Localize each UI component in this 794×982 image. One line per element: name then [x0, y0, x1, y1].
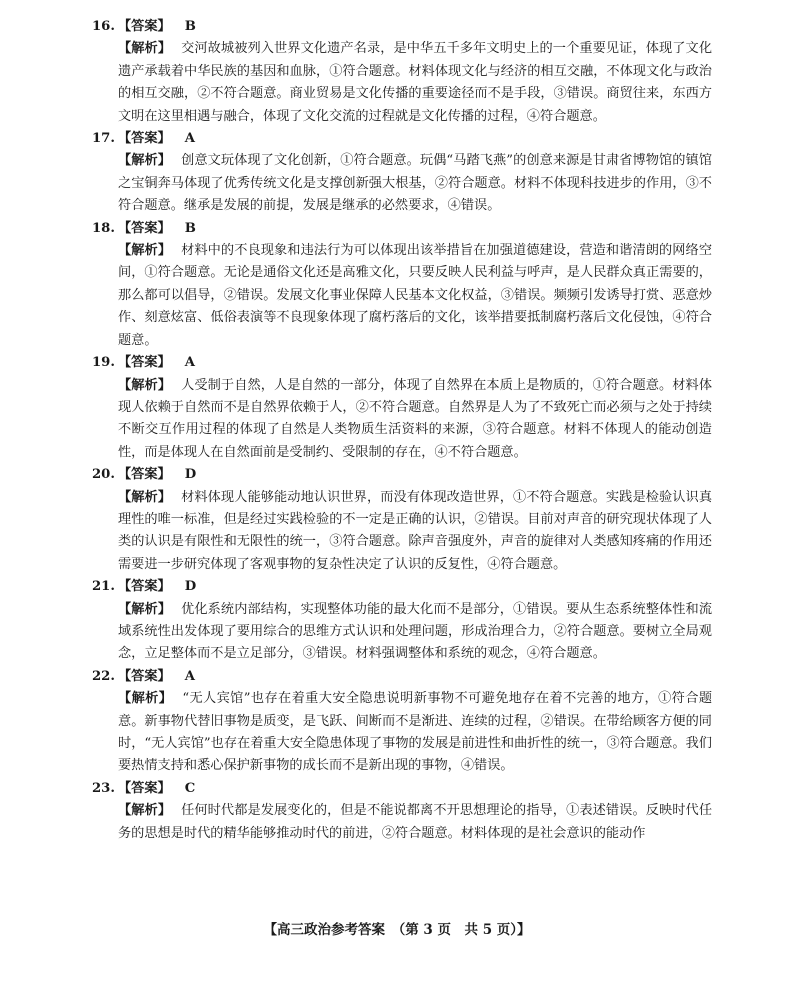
answer-letter: A — [184, 131, 195, 147]
answer-list — [92, 16, 712, 845]
analysis-text: 交河故城被列入世界文化遗产名录，是中华五千多年文明史上的一个重要见证，体现了文化遗产承载着中华民族的基因和血脉，①符合题意。材料体现文化与经济的相互交融，不体现文化与政治的相互交融，②不符合题意。商业贸易是文化传播的重要途径而不是手段，③错误。商贸往来，东西方文明在这里相遇与融合，体现了文化交流的过程就是文化传播的过程，④符合题意。 — [118, 41, 713, 124]
answer-letter: B — [184, 220, 196, 236]
answer-letter: C — [184, 780, 196, 796]
answer-letter: D — [184, 467, 197, 483]
analysis-label: 【解析】 — [118, 377, 172, 393]
question-number: 20. — [92, 467, 115, 483]
question-16 — [92, 16, 712, 128]
answer-letter: A — [184, 668, 195, 684]
question-number: 16. — [92, 19, 115, 34]
analysis-text: 人受制于自然，人是自然的一部分，体现了自然界在本质上是物质的，①符合题意。材料体现人依赖于自然而不是自然界依赖于人，②不符合题意。自然界是人为了不致死亡而必须与之处于持续不断交互作用过程的体现了自然是人类物质生活资料的来源，③符合题意。材料不体现人的能动创造性，而是体现人在自然面前是受制约、受限制的存在，④不符合题意。 — [118, 377, 713, 460]
question-22 — [92, 666, 712, 778]
question-21 — [92, 576, 712, 666]
analysis-label: 【解析】 — [118, 243, 172, 259]
analysis-text: “无人宾馆”也存在着重大安全隐患说明新事物不可避免地存在着不完善的地方，①符合题意。新事物代替旧事物是质变，是飞跃、间断而不是渐进、连续的过程，②错误。在带给顾客方便的同时，“无人宾馆”也存在着重大安全隐患体现了事物的发展是前进性和曲折性的统一，③符合题意。我们要热情支持和悉心保护新事物的成长而不是新出现的事物，④错误。 — [118, 691, 713, 774]
question-18 — [92, 218, 712, 352]
answer-label: 【答案】 — [118, 131, 171, 147]
answer-letter: B — [184, 19, 196, 34]
question-23 — [92, 778, 712, 845]
question-number: 19. — [92, 355, 115, 371]
answer-label: 【答案】 — [118, 467, 171, 483]
analysis-text: 创意文玩体现了文化创新，①符合题意。玩偶“马踏飞燕”的创意来源是甘肃省博物馆的镇馆之宝铜奔马体现了优秀传统文化是支撑创新强大根基，②符合题意。材料不体现科技进步的作用，③不符合题意。继承是发展的前提，发展是继承的必然要求，④错误。 — [118, 153, 713, 214]
question-number: 23. — [92, 780, 115, 796]
analysis-text: 材料中的不良现象和违法行为可以体现出该举措旨在加强道德建设，营造和谐清朗的网络空间，①符合题意。无论是通俗文化还是高雅文化，只要反映人民利益与呼声，是人民群众真正需要的，那么都可以倡导，②错误。发展文化事业保障人民基本文化权益，③错误。频频引发诱导打赏、恶意炒作、刻意炫富、低俗表演等不良现象体现了腐朽落后的文化，该举措要抵制腐朽落后文化侵蚀，④符合题意。 — [118, 243, 713, 348]
analysis-label: 【解析】 — [118, 601, 172, 617]
answer-label: 【答案】 — [118, 780, 171, 796]
answer-label: 【答案】 — [118, 579, 171, 595]
analysis-text: 材料体现人能够能动地认识世界，而没有体现改造世界，①不符合题意。实践是检验认识真理性的唯一标准，但是经过实践检验的不一定是正确的认识，②错误。目前对声音的研究现状体现了人类的认识是有限性和无限性的统一，③符合题意。除声音强度外，声音的旋律对人类感知疼痛的作用还需要进一步研究体现了客观事物的复杂性决定了认识的反复性，④符合题意。 — [118, 489, 713, 572]
answer-label: 【答案】 — [118, 220, 171, 236]
question-number: 22. — [92, 668, 115, 684]
analysis-text: 任何时代都是发展变化的，但是不能说都离不开思想理论的指导，①表述错误。反映时代任务的思想是时代的精华能够推动时代的前进，②符合题意。材料体现的是社会意识的能动作 — [118, 803, 713, 841]
question-19 — [92, 352, 712, 464]
page-footer: 【高三政治参考答案 （第 3 页 共 5 页）】 — [263, 922, 531, 938]
analysis-text: 优化系统内部结构，实现整体功能的最大化而不是部分，①错误。要从生态系统整体性和流域系统性出发体现了要用综合的思维方式认识和处理问题，形成治理合力，②符合题意。要树立全局观念，立足整体而不是立足部分，③错误。材料强调整体和系统的观念，④符合题意。 — [118, 601, 713, 662]
analysis-label: 【解析】 — [118, 489, 172, 505]
question-number: 18. — [92, 220, 115, 236]
analysis-label: 【解析】 — [118, 803, 172, 819]
question-20 — [92, 464, 712, 576]
answer-label: 【答案】 — [118, 668, 171, 684]
question-number: 17. — [92, 131, 115, 147]
answer-letter: D — [184, 579, 197, 595]
question-17 — [92, 128, 712, 218]
analysis-label: 【解析】 — [118, 41, 172, 57]
analysis-label: 【解析】 — [118, 691, 173, 707]
question-number: 21. — [92, 579, 115, 595]
answer-label: 【答案】 — [118, 355, 171, 371]
answer-label: 【答案】 — [118, 19, 171, 34]
analysis-label: 【解析】 — [118, 153, 172, 169]
answer-letter: A — [184, 355, 195, 371]
